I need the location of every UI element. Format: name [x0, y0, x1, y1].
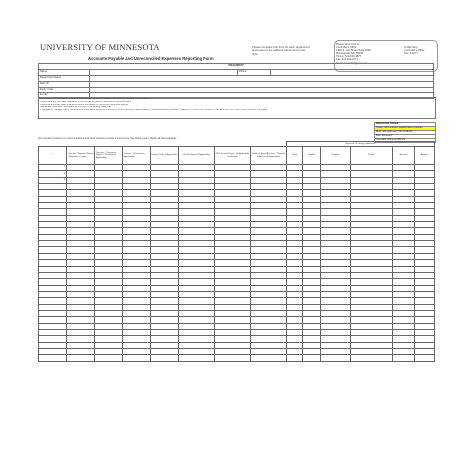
required-label: *REQUIRED* [39, 64, 434, 70]
stamp-line: Controller's Office [404, 49, 425, 53]
col-header-journal-entry: GFS Journal Entry # (if Applicable) for Accrual [215, 147, 251, 165]
table-cell[interactable] [303, 355, 321, 361]
notes-line: • A journal entry has been entered to record the liability in the current fiscal year period. [40, 103, 129, 106]
address-line: Minneapolis, MN 55454 [336, 52, 364, 56]
indicator-codes-legend [374, 122, 436, 143]
row-number [39, 355, 67, 361]
table-cell[interactable] [179, 355, 215, 361]
notes-line: • Expenses have been reconciled as of 06/30 in the closing fiscal year. [40, 106, 112, 109]
legend-row: Blue: Not Approved / Not Finalized [375, 131, 436, 135]
mail-stop-note [404, 46, 434, 55]
entity-code-label: Entity Code [39, 87, 90, 93]
legend-row: Red: Received [375, 135, 436, 139]
table-cell[interactable] [415, 355, 435, 361]
table-cell[interactable] [123, 355, 151, 361]
table-cell[interactable] [287, 355, 303, 361]
col-header-balance-sheet-account: Balance Sheet Account # Related to Accrual (if Applicable) [251, 147, 287, 165]
col-header-fund: Fund [287, 147, 303, 165]
university-logo: UNIVERSITY OF MINNESOTA [40, 42, 160, 52]
row-number: 1 [39, 165, 67, 171]
table-cell[interactable] [215, 355, 251, 361]
table-cell[interactable] [393, 355, 415, 361]
col-header-invoice-date: Invoice Date (if Applicable) [151, 147, 179, 165]
address-line: Phone: 612-624-1877 [336, 55, 362, 59]
table-cell[interactable] [95, 355, 123, 361]
col-header-project: Project [351, 147, 393, 165]
table-cell[interactable] [251, 355, 287, 361]
notes-line: We have unpaid invoices or unreconciled expense reports that relate to the closing fiscal year (check below): [40, 98, 151, 100]
name-label: Name [39, 69, 90, 75]
col-header-number: # [39, 147, 67, 165]
form-title: Accounts Payable and Unreconciled Expenses Reporting Form [88, 56, 214, 61]
dept-id-label: Dept ID [39, 81, 90, 87]
col-header-amount: Amount [415, 147, 435, 165]
phone-label: Phone [238, 69, 271, 75]
expense-table [38, 141, 435, 362]
cf-string-group-header: Expense CF String Information [287, 142, 435, 147]
mailing-address [336, 43, 392, 65]
expense-table-body [39, 165, 435, 362]
col-header-program: Program [321, 147, 351, 165]
legend-row: Complete: Received Bill Pa [375, 139, 436, 143]
address-line: Please send form to: [336, 43, 360, 46]
col-header-vendor-name: Vendor Name (if Applicable) [179, 147, 215, 165]
stamp-line: Fax: 4-1677 [404, 52, 418, 56]
col-header-voucher-number: Voucher # / Expense Report # (if known or Applicable) [95, 147, 123, 165]
instructions-text: Please complete this form for each department and return to the address referenced to the right. [252, 45, 310, 56]
table-intro: List unpaid invoices or unreconciled expenses received at the expense for the fiscal year (check all that applies): [38, 136, 177, 140]
stamp-line: U Mail Stop [404, 46, 418, 49]
department-name-label: Department Name [39, 75, 90, 81]
contact-info-grid [38, 63, 434, 99]
legend-row: Yellow: Not received, please have to Vendor [375, 127, 436, 131]
row-number: 3 [39, 177, 67, 183]
row-number: 2 [39, 171, 67, 177]
address-line: Email: controller@umn.edu [336, 61, 368, 65]
notes-line: • Navigate to "Ledger Inquiry" and view the 8100/8101 accounts to confirm DO NOT ENTER PREPAYMENTS OR ADVANCE PAYMENTS. REFER TO INSTRUCTIONS IN THE SECTION OF THIS FORM. Click the link below. [40, 109, 268, 111]
legend-title: INDICATOR CODES [375, 123, 436, 127]
address-line: Controller's Office [336, 46, 357, 50]
col-header-voucher-type: Voucher / Expense Report / Reference / Other [67, 147, 95, 165]
table-cell[interactable] [67, 355, 95, 361]
table-cell[interactable] [321, 355, 351, 361]
table-cell[interactable] [351, 355, 393, 361]
col-header-deptid: DeptID [303, 147, 321, 165]
table-row [39, 355, 435, 361]
address-line: Fax: 612-624-1677 [336, 58, 358, 62]
email-label: E-mail [39, 93, 90, 99]
notes-line: • A journal entry has been completed to record the accrual as described in the instructions. [40, 100, 132, 103]
col-header-account: Account [393, 147, 415, 165]
col-header-invoice-number: Invoice # (if known or Applicable) [123, 147, 151, 165]
address-line: 1300 S. 2nd Street Suite #205 [336, 49, 371, 53]
notes-box [38, 97, 436, 119]
table-cell[interactable] [151, 355, 179, 361]
